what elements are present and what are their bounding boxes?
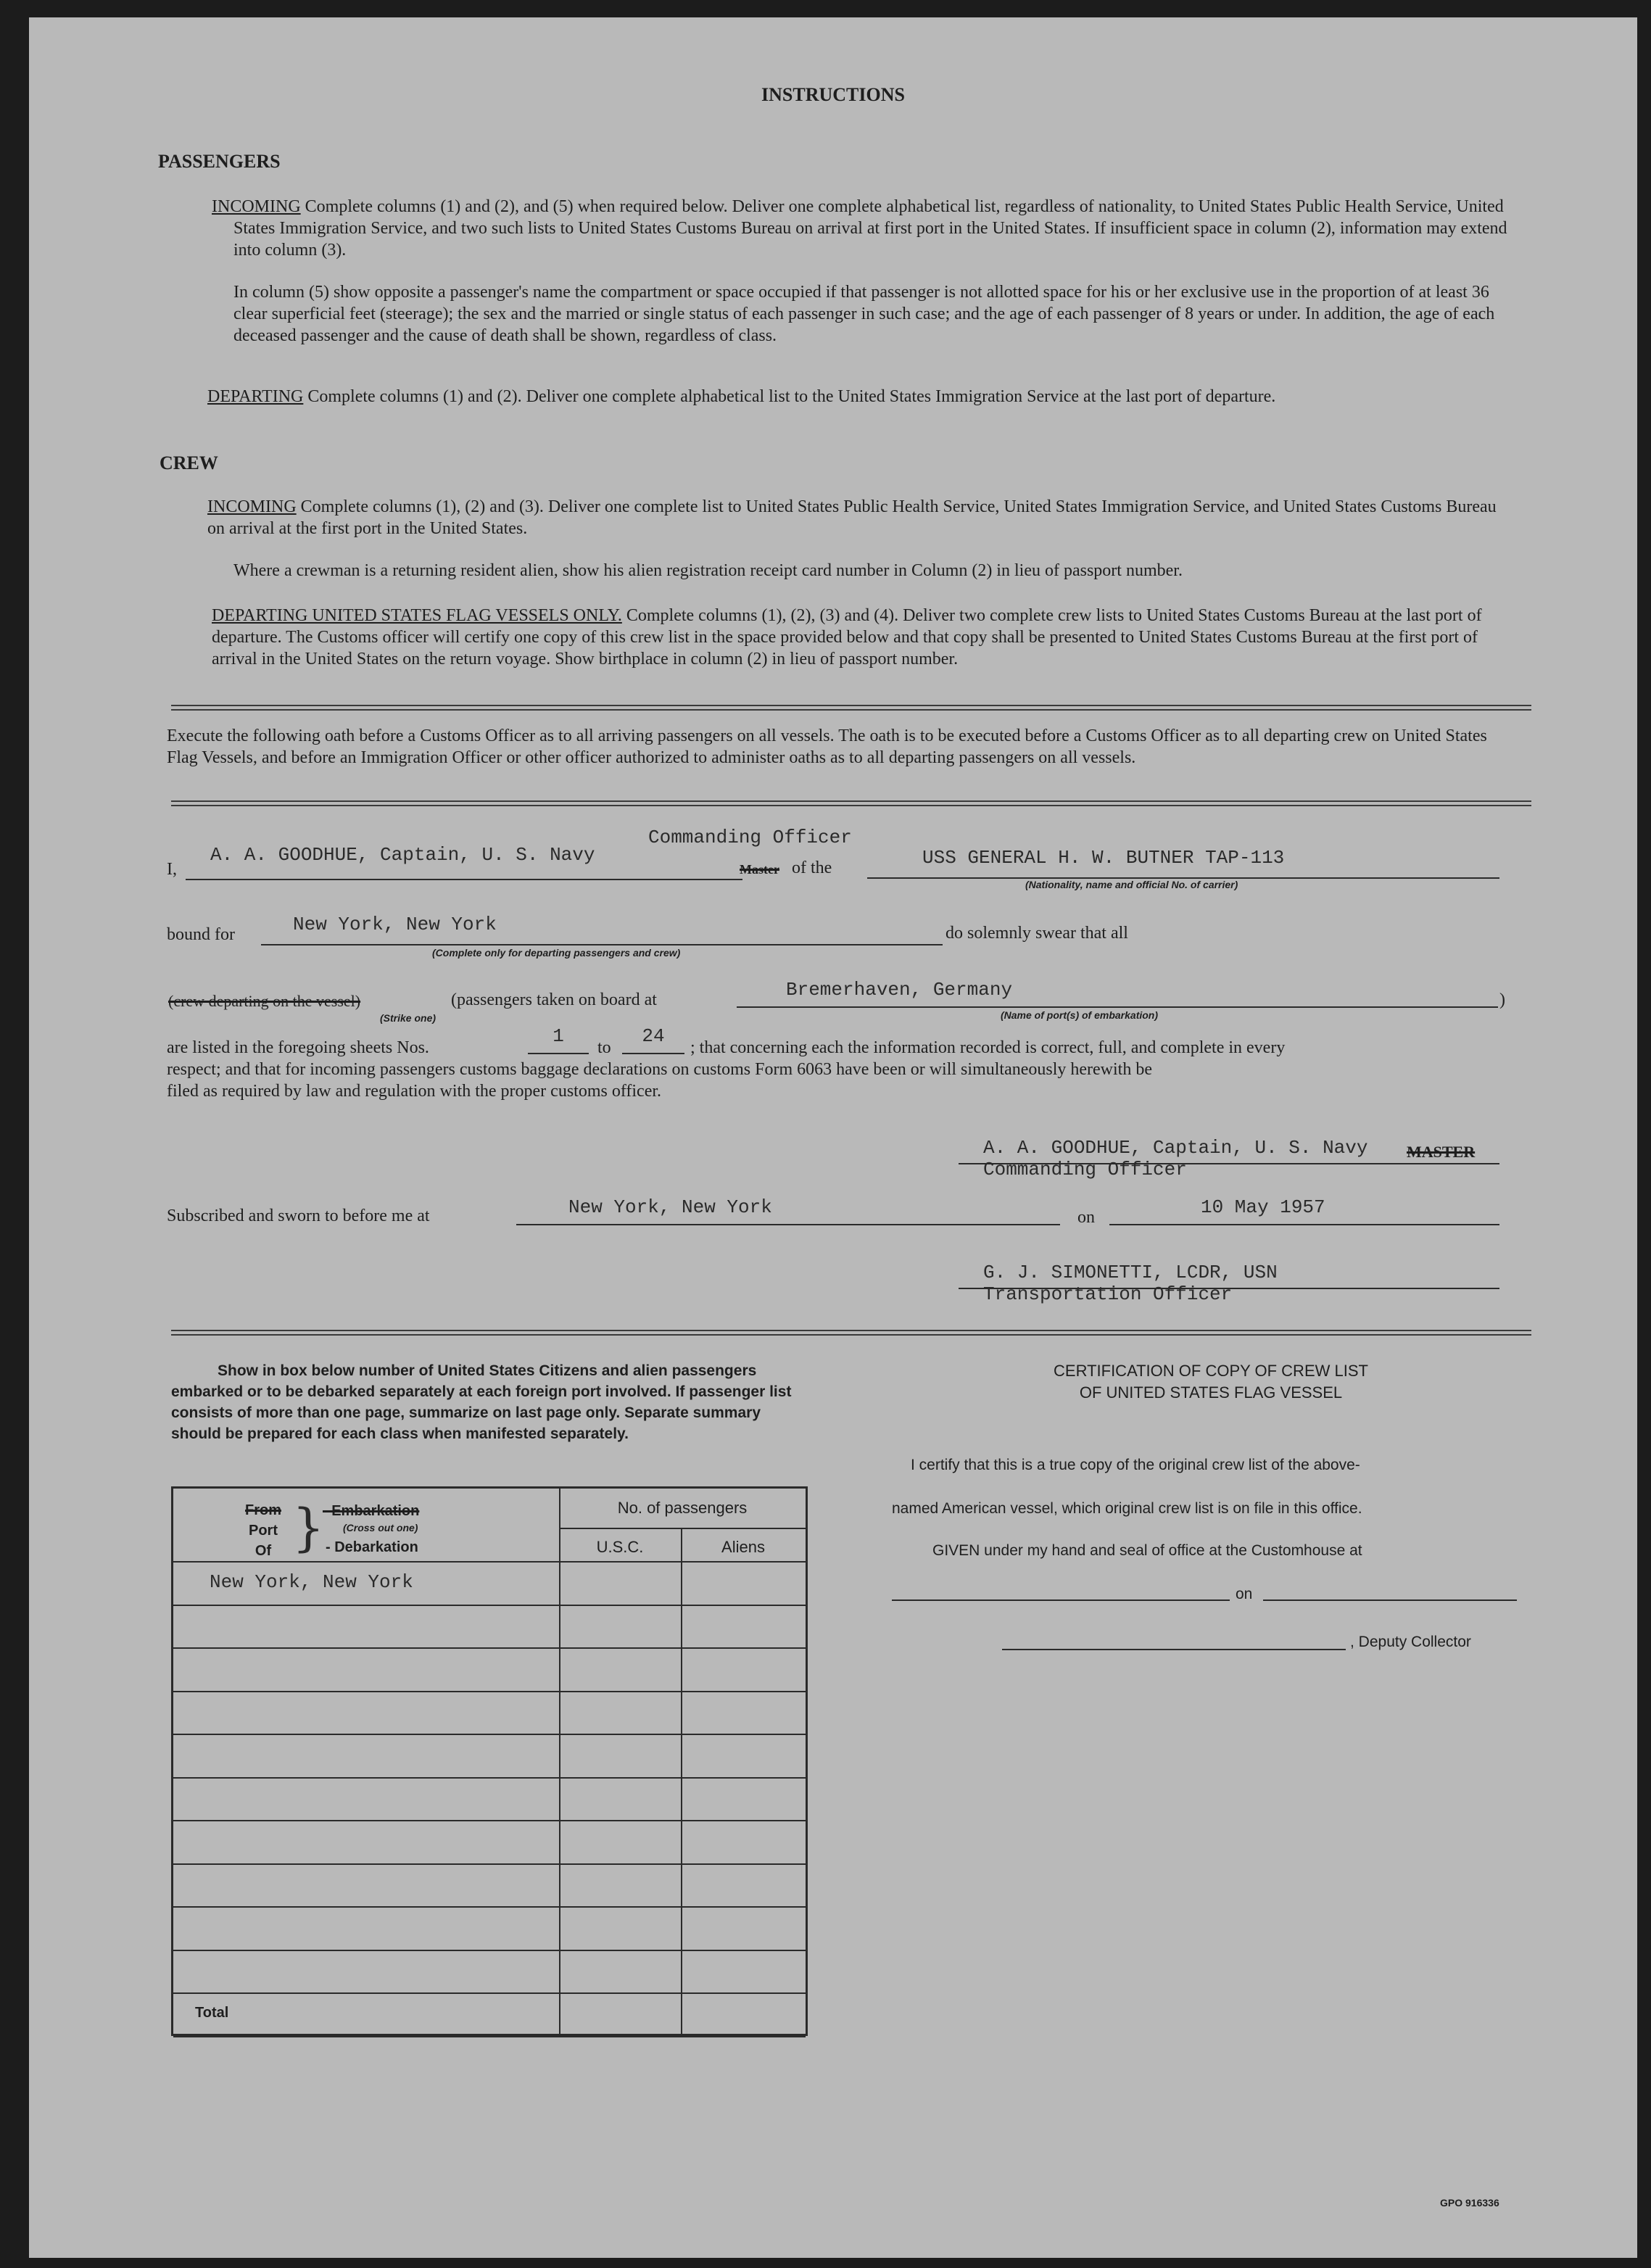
crew-departing-label: DEPARTING UNITED STATES FLAG VESSELS ONLY. bbox=[212, 606, 622, 625]
col-divider bbox=[559, 1489, 560, 2034]
divider bbox=[171, 800, 1531, 806]
bound-caption: (Complete only for departing passengers and crew) bbox=[432, 947, 681, 959]
swear-text: do solemnly swear that all bbox=[946, 924, 1128, 943]
aliens-header: Aliens bbox=[721, 1538, 765, 1556]
sworn-place-line bbox=[516, 1224, 1060, 1225]
row-divider bbox=[173, 1691, 806, 1692]
sworn-date-line bbox=[1109, 1224, 1499, 1225]
passengers-taken-text: (passengers taken on board at bbox=[451, 990, 657, 1009]
oath-title-value[interactable]: Commanding Officer bbox=[648, 827, 852, 848]
listed-line2: respect; and that for incoming passengers customs baggage declarations on customs Form 6063 have been or will simultaneously herewith be bbox=[167, 1060, 1152, 1079]
passengers-heading: PASSENGERS bbox=[158, 151, 281, 172]
bound-for-label: bound for bbox=[167, 925, 235, 944]
sworn-on-label: on bbox=[1077, 1208, 1095, 1227]
crew-struck: (crew departing on the vessel) bbox=[168, 992, 361, 1010]
officer-title: Transportation Officer bbox=[983, 1283, 1233, 1305]
name-line bbox=[186, 879, 742, 880]
deputy-line[interactable] bbox=[1002, 1649, 1346, 1650]
cross-caption: (Cross out one) bbox=[343, 1522, 418, 1534]
sheet-to-line bbox=[622, 1053, 684, 1054]
certification-heading-line1: CERTIFICATION OF COPY OF CREW LIST bbox=[1054, 1362, 1368, 1380]
brace-icon: } bbox=[292, 1498, 325, 1557]
embarkation-struck: - Embarkation bbox=[323, 1503, 420, 1519]
subscribed-text: Subscribed and sworn to before me at bbox=[167, 1207, 430, 1225]
crew-incoming-text: Complete columns (1), (2) and (3). Deliver one complete list to United States Public Health Service, United States Immigration Service, and United States Customs Bureau on arrival at the first port in the United States. bbox=[207, 497, 1497, 538]
oath-intro: Execute the following oath before a Customs Officer as to all arriving passengers on all vessels. The oath is to be executed before a Customs Officer as to all departing crew on United States Flag Vessels, and before an Immigration Officer or other officer authorized to administer oaths as to all departing passengers on all vessels. bbox=[167, 727, 1487, 767]
close-paren: ) bbox=[1499, 990, 1505, 1009]
crew-incoming-label: INCOMING bbox=[207, 497, 297, 516]
master-struck: Master bbox=[740, 862, 779, 877]
from-struck: From bbox=[245, 1502, 281, 1518]
crew-resident-paragraph: Where a crewman is a returning resident alien, show his alien registration receipt card number in Column (2) in lieu of passport number. bbox=[233, 561, 1183, 580]
vessel-value[interactable]: USS GENERAL H. W. BUTNER TAP-113 bbox=[922, 847, 1285, 869]
sheet-from-value[interactable]: 1 bbox=[553, 1025, 564, 1047]
bound-line bbox=[261, 944, 943, 945]
of-label: Of bbox=[255, 1543, 272, 1559]
signature-title: Commanding Officer bbox=[983, 1159, 1187, 1180]
of-the-label: of the bbox=[792, 858, 832, 877]
passengers-departing-paragraph bbox=[207, 386, 1510, 407]
row-divider bbox=[173, 1777, 806, 1779]
deputy-label: , Deputy Collector bbox=[1350, 1634, 1471, 1650]
sworn-place[interactable]: New York, New York bbox=[568, 1196, 772, 1218]
listed-rest: ; that concerning each the information recorded is correct, full, and complete in every bbox=[690, 1038, 1286, 1057]
certification-text1: I certify that this is a true copy of the original crew list of the above- bbox=[911, 1457, 1360, 1473]
header-bottom bbox=[173, 1561, 806, 1563]
page-title: INSTRUCTIONS bbox=[761, 84, 905, 105]
row-divider bbox=[173, 1605, 806, 1606]
certification-text2: named American vessel, which original crew list is on file in this office. bbox=[892, 1500, 1362, 1517]
listed-line3: filed as required by law and regulation with the proper customs officer. bbox=[167, 1082, 662, 1101]
embark-caption: (Name of port(s) of embarkation) bbox=[1001, 1009, 1159, 1021]
passengers-column5-paragraph: In column (5) show opposite a passenger's name the compartment or space occupied if that passenger is not allotted space for his or her exclusive use in the proportion of at least 36 clear superficial feet (steerage); the sex and the married or single status of each passenger in such case; and the age of each passenger of 8 years or under. In addition, the age of each deceased passenger and the cause of death shall be shown, regardless of class. bbox=[233, 283, 1495, 345]
row-divider bbox=[173, 1734, 806, 1735]
passengers-incoming-paragraph bbox=[212, 196, 1531, 261]
sheet-from-line bbox=[528, 1053, 589, 1054]
master-label-struck: MASTER bbox=[1407, 1143, 1476, 1161]
row-divider bbox=[173, 1647, 806, 1649]
signature-name[interactable]: A. A. GOODHUE, Captain, U. S. Navy bbox=[983, 1137, 1368, 1159]
row-divider bbox=[173, 1863, 806, 1865]
port-cell[interactable]: New York, New York bbox=[210, 1571, 413, 1593]
form-sheet bbox=[29, 17, 1637, 2258]
summary-table bbox=[171, 1486, 808, 2036]
passengers-departing-text: Complete columns (1) and (2). Deliver one complete alphabetical list to the United States Immigration Service at the last port of departure. bbox=[307, 387, 1276, 406]
bound-for-value[interactable]: New York, New York bbox=[293, 914, 497, 935]
header-divider bbox=[559, 1528, 806, 1529]
sheet-to-value[interactable]: 24 bbox=[642, 1025, 665, 1047]
certification-on-label: on bbox=[1236, 1586, 1253, 1602]
row-divider bbox=[173, 1950, 806, 1951]
certification-heading bbox=[877, 1360, 1544, 1404]
embark-line bbox=[737, 1006, 1498, 1008]
divider bbox=[171, 705, 1531, 711]
strike-caption: (Strike one) bbox=[380, 1012, 436, 1024]
passengers-departing-label: DEPARTING bbox=[207, 387, 304, 406]
crew-departing-paragraph bbox=[212, 605, 1510, 670]
vessel-caption: (Nationality, name and official No. of carrier) bbox=[1025, 879, 1238, 890]
certification-text3: GIVEN under my hand and seal of office at the Customhouse at bbox=[932, 1542, 1362, 1559]
certification-heading-line2: OF UNITED STATES FLAG VESSEL bbox=[1079, 1383, 1343, 1402]
footer-code: GPO 916336 bbox=[1440, 2197, 1499, 2209]
oath-i-label: I, bbox=[167, 860, 177, 879]
row-divider bbox=[173, 1820, 806, 1821]
sworn-date[interactable]: 10 May 1957 bbox=[1201, 1196, 1325, 1218]
summary-intro: Show in box below number of United States Citizens and alien passengers embarked or to be debarked separately at each foreign port involved. If passenger list consists of more than one page, summarize on last page only. Separate summary should be prepared for each class when manifested separately. bbox=[171, 1362, 792, 1442]
embark-value[interactable]: Bremerhaven, Germany bbox=[786, 979, 1013, 1001]
crew-departing-text: Complete columns (1), (2), (3) and (4). Deliver two complete crew lists to United States Customs Bureau at the last port of departure. The Customs officer will certify one copy of this crew list in the space provided below and that copy shall be presented to United States Customs Bureau at the first port of arrival in the United States on the return voyage. Show birthplace in column (2) in lieu of passport number. bbox=[212, 606, 1482, 669]
row-divider bbox=[173, 1906, 806, 1908]
crew-incoming-paragraph bbox=[207, 496, 1510, 539]
passengers-incoming-text: Complete columns (1) and (2), and (5) when required below. Deliver one complete alphabetical list, regardless of nationality, to United States Public Health Service, United States Immigration Service, and two such lists to United States Customs Bureau on arrival at first port in the United States. If insufficient space in column (2), information may extend into column (3). bbox=[233, 197, 1507, 260]
customhouse-line[interactable] bbox=[892, 1599, 1230, 1601]
usc-header: U.S.C. bbox=[596, 1538, 644, 1556]
total-label: Total bbox=[195, 2005, 229, 2021]
passengers-incoming-label: INCOMING bbox=[212, 197, 301, 216]
divider bbox=[171, 1330, 1531, 1336]
port-label: Port bbox=[249, 1523, 278, 1539]
crew-heading: CREW bbox=[160, 452, 218, 473]
officer-name[interactable]: G. J. SIMONETTI, LCDR, USN bbox=[983, 1262, 1278, 1283]
row-divider bbox=[173, 2036, 806, 2037]
certification-date-line[interactable] bbox=[1263, 1599, 1517, 1601]
port-label-block bbox=[234, 1500, 292, 1561]
to-label: to bbox=[597, 1038, 611, 1057]
debarkation-label: - Debarkation bbox=[326, 1539, 418, 1555]
listed-text: are listed in the foregoing sheets Nos. bbox=[167, 1038, 429, 1057]
row-divider bbox=[173, 1992, 806, 1994]
no-of-passengers-header: No. of passengers bbox=[617, 1499, 748, 1517]
oath-name-value[interactable]: A. A. GOODHUE, Captain, U. S. Navy bbox=[210, 844, 595, 866]
